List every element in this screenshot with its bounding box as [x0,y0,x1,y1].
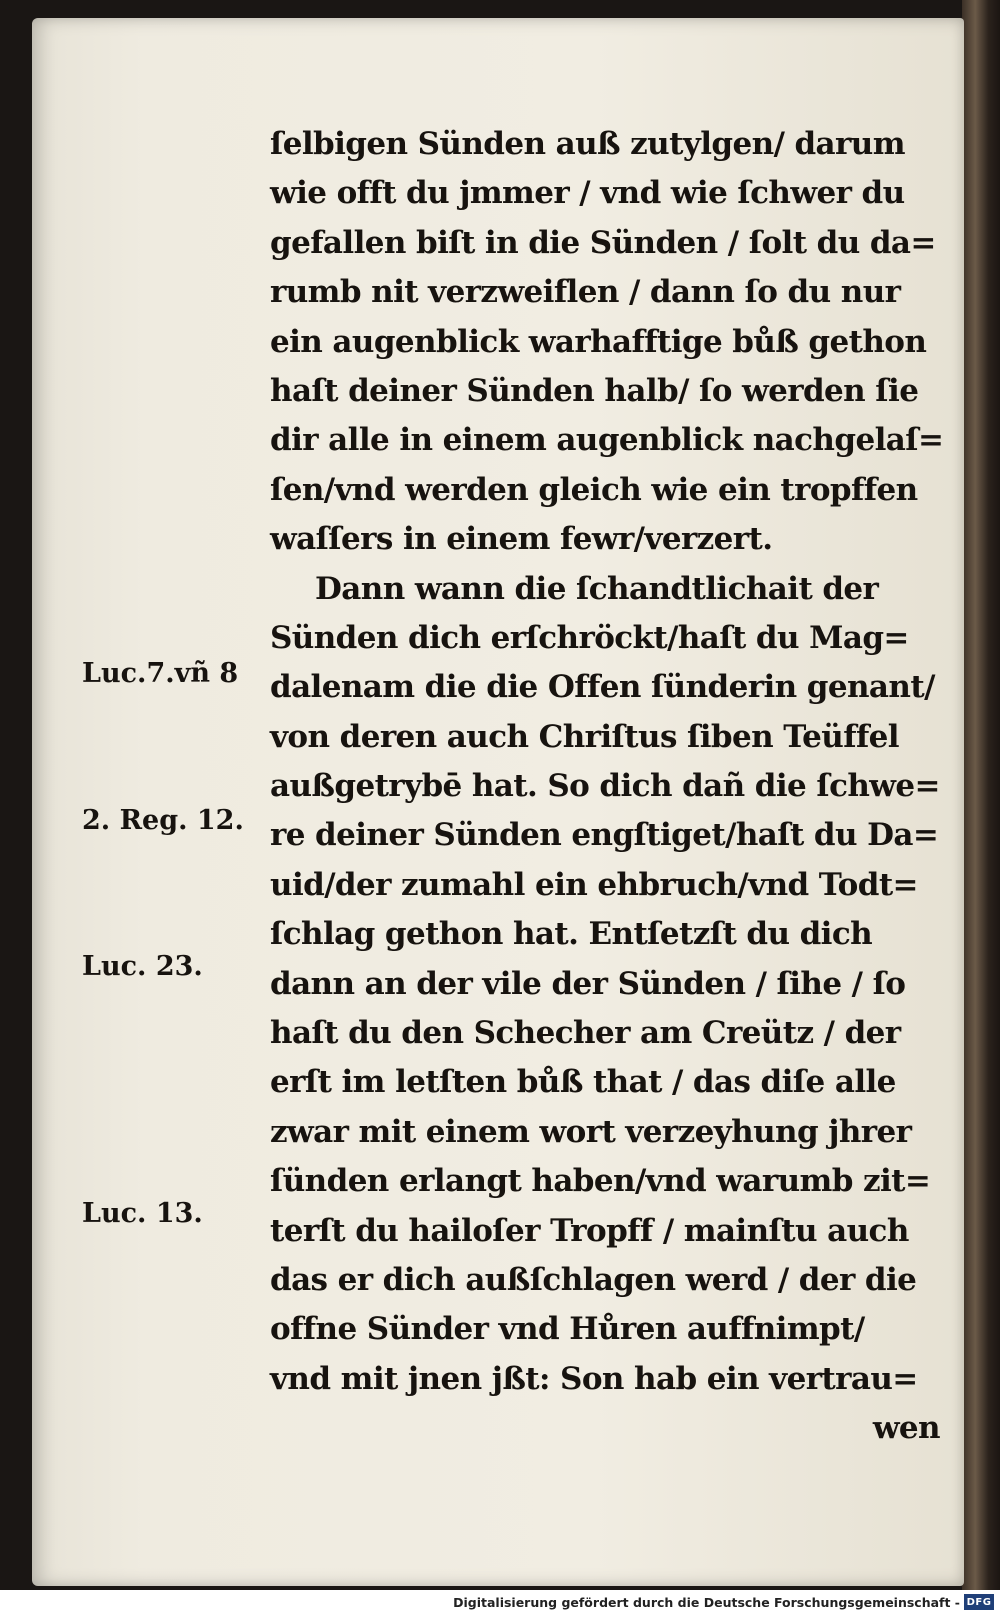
text-line: gefallen biſt in die Sünden / ſolt du da= [270,224,936,261]
text-line: das er dich außſchlagen werd / der die [270,1261,917,1298]
text-line: offne Sünder vnd Hůren auffnimpt/ [270,1311,865,1348]
text-line: ſünden erlangt haben/vnd warumb zit= [270,1163,931,1200]
text-line: uid/der zumahl ein ehbruch/vnd Todt= [270,866,918,903]
text-line: ein augenblick warhafftige bůß gethon [270,323,927,360]
text-line: rumb nit verzweiflen / dann ſo du nur [270,274,901,311]
text-line: re deiner Sünden engſtiget/haſt du Da= [270,817,939,854]
funding-credit: Digitalisierung gefördert durch die Deutsche Forschungsgemeinschaft - [453,1595,960,1610]
text-line: außgetrybē hat. So dich dañ die ſchwe= [270,768,940,805]
text-line: dir alle in einem augenblick nachgelaſ= [270,422,944,459]
text-line: waſſers in einem fewr/verzert. [270,521,773,558]
footer-bar [0,1590,1000,1615]
text-line: zwar mit einem wort verzeyhung jhrer [270,1113,912,1150]
text-line: dann an der vile der Sünden / ſihe / ſo [270,965,906,1002]
text-line: wie offt du jmmer / vnd wie ſchwer du [270,175,905,212]
text-line: erſt im letſten bůß that / das diſe alle [270,1064,896,1101]
text-line: ſelbigen Sünden auß zutylgen/ darum [270,126,905,162]
marginal-note-luc-13: Luc. 13. [82,1198,203,1229]
main-text-block [270,120,970,1454]
text-line: haſt du den Schecher am Creütz / der [270,1015,901,1052]
text-line: ſen/vnd werden gleich wie ein tropffen [270,471,918,508]
text-line: vnd mit jnen jßt: Son hab ein vertrau= [270,1360,918,1397]
catchword: wen [872,1410,940,1447]
marginal-note-luc-23: Luc. 23. [82,951,203,982]
marginal-note-2-reg-12: 2. Reg. 12. [82,805,244,836]
text-line: ſchlag gethon hat. Entſetzſt du dich [270,916,873,953]
text-line: haſt deiner Sünden halb/ ſo werden ſie [270,372,919,409]
marginal-note-luc-7: Luc.7.vñ 8 [82,658,239,689]
text-line: von deren auch Chriſtus ſiben Teüffel [270,718,899,755]
text-line-paragraph-start: Dann wann die ſchandtlichait der [315,570,879,607]
text-line: Sünden dich erſchröckt/haſt du Mag= [270,619,909,656]
text-line: dalenam die die Offen ſünderin genant/ [270,669,935,706]
dfg-logo-icon: DFG [964,1594,994,1610]
text-line: terſt du hailoſer Tropff / mainſtu auch [270,1212,909,1249]
